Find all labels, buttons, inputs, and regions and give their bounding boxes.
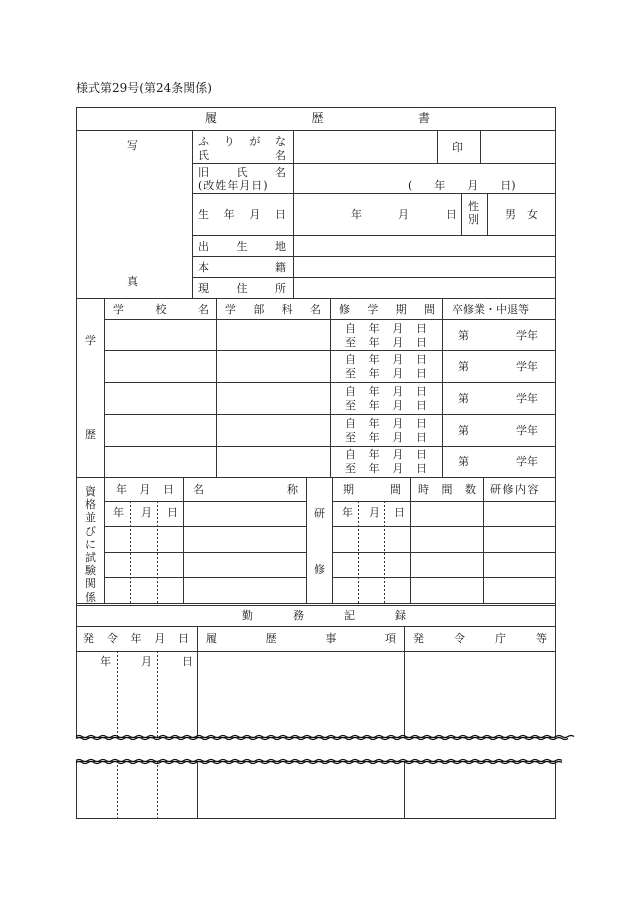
work-month-unit: 月 xyxy=(141,655,152,668)
qualification-name-header xyxy=(193,483,298,496)
birthplace-label xyxy=(198,240,286,253)
date-char: 至 xyxy=(345,399,356,412)
title-char: 履 xyxy=(205,111,218,125)
training-day-sub: 日 xyxy=(394,506,405,519)
date-char: 月 xyxy=(392,322,404,335)
header-char: 学 xyxy=(113,303,124,316)
label-char: 所 xyxy=(275,282,286,295)
header-char: 期 xyxy=(343,483,354,496)
date-char: 自 xyxy=(345,385,356,398)
date-char: 月 xyxy=(392,399,404,412)
seal-label: 印 xyxy=(452,141,463,154)
date-char: 月 xyxy=(392,462,404,475)
birth-date-label xyxy=(198,208,286,221)
header-char: 期 xyxy=(395,303,407,316)
date-char: 月 xyxy=(392,431,404,444)
qualification-date-header xyxy=(116,483,174,496)
birth-day-unit: 日 xyxy=(446,208,457,221)
furigana-label xyxy=(198,135,286,148)
photo-label-bottom: 真 xyxy=(127,275,138,288)
date-char: 年 xyxy=(368,385,380,398)
header-char: 歴 xyxy=(265,632,277,645)
date-char: 日 xyxy=(415,448,427,461)
header-char: 年 xyxy=(116,483,127,496)
header-char: 校 xyxy=(155,303,167,316)
form-number: 様式第29号(第24条関係) xyxy=(76,81,212,95)
header-char: 間 xyxy=(441,483,453,496)
header-char: 名 xyxy=(198,303,209,316)
date-char: 月 xyxy=(392,448,404,461)
label-char: 地 xyxy=(275,240,286,253)
faculty-header xyxy=(225,303,321,316)
date-char: 月 xyxy=(392,336,404,349)
label-char: 月 xyxy=(249,208,261,221)
header-char: 学 xyxy=(225,303,236,316)
header-char: 事 xyxy=(325,632,337,645)
date-char: 年 xyxy=(368,399,380,412)
gender-label: 性別 xyxy=(468,200,479,226)
date-char: 年 xyxy=(368,353,380,366)
date-char: 年 xyxy=(368,322,380,335)
header-char: 年 xyxy=(130,632,142,645)
period-to xyxy=(345,336,427,349)
date-char: 日 xyxy=(415,399,427,412)
header-char: 部 xyxy=(253,303,265,316)
name-label xyxy=(198,149,286,162)
label-char: 本 xyxy=(198,261,209,274)
date-char: 月 xyxy=(392,417,404,430)
qualification-year-sub: 年 xyxy=(113,506,124,519)
label-char: 名 xyxy=(275,166,286,179)
period-to xyxy=(345,462,427,475)
title-char: 務 xyxy=(293,609,304,622)
header-char: 月 xyxy=(139,483,151,496)
header-char: 令 xyxy=(106,632,118,645)
header-char: 日 xyxy=(163,483,174,496)
date-char: 日 xyxy=(415,336,427,349)
date-char: 年 xyxy=(368,448,380,461)
grade-prefix: 第 xyxy=(458,329,469,342)
header-char: 発 xyxy=(83,632,94,645)
domicile-label xyxy=(198,261,286,274)
period-to xyxy=(345,399,427,412)
period-from xyxy=(345,385,427,398)
birth-month-unit: 月 xyxy=(398,208,409,221)
label-char: 名 xyxy=(275,149,286,162)
issuing-authority-header xyxy=(413,632,547,645)
period-to xyxy=(345,431,427,444)
label-char: 出 xyxy=(198,240,209,253)
date-char: 至 xyxy=(345,367,356,380)
date-char: 日 xyxy=(415,353,427,366)
date-char: 年 xyxy=(368,336,380,349)
birth-year-unit: 年 xyxy=(351,208,362,221)
study-period-header xyxy=(339,303,435,316)
training-side-label-1: 研 xyxy=(314,507,325,520)
date-char: 年 xyxy=(368,367,380,380)
label-char: 籍 xyxy=(275,261,286,274)
header-char: 数 xyxy=(465,483,476,496)
header-char: 間 xyxy=(390,483,401,496)
label-char: 現 xyxy=(198,282,209,295)
label-char: り xyxy=(223,135,235,148)
date-char: 月 xyxy=(392,367,404,380)
date-char: 年 xyxy=(368,462,380,475)
title-char: 記 xyxy=(344,609,355,622)
date-char: 年 xyxy=(368,417,380,430)
date-char: 年 xyxy=(368,431,380,444)
label-char: 生 xyxy=(198,208,209,221)
grade-prefix: 第 xyxy=(458,424,469,437)
header-char: 令 xyxy=(454,632,465,645)
work-record-title xyxy=(242,609,406,622)
header-char: 月 xyxy=(154,632,166,645)
grade-prefix: 第 xyxy=(458,455,469,468)
training-month-sub: 月 xyxy=(369,506,380,519)
period-from xyxy=(345,322,427,335)
header-char: 時 xyxy=(418,483,429,496)
form-title xyxy=(205,112,430,125)
header-char: 間 xyxy=(423,303,435,316)
qualification-day-sub: 日 xyxy=(167,506,178,519)
period-from xyxy=(345,448,427,461)
date-char: 日 xyxy=(415,322,427,335)
training-period-header xyxy=(343,483,401,496)
training-content-header: 研修内容 xyxy=(490,483,540,496)
grade-suffix: 学年 xyxy=(516,360,538,373)
qualification-month-sub: 月 xyxy=(141,506,152,519)
label-char: 生 xyxy=(236,240,248,253)
gender-female: 女 xyxy=(527,208,538,221)
date-char: 月 xyxy=(392,385,404,398)
history-header xyxy=(206,632,396,645)
date-char: 自 xyxy=(345,353,356,366)
header-char: 称 xyxy=(287,483,298,496)
label-char: 氏 xyxy=(236,166,248,179)
header-char: 学 xyxy=(367,303,379,316)
header-char: 項 xyxy=(384,632,396,645)
grade-suffix: 学年 xyxy=(516,392,538,405)
date-char: 日 xyxy=(415,462,427,475)
header-char: 修 xyxy=(339,303,350,316)
date-char: 日 xyxy=(415,417,427,430)
date-char: 自 xyxy=(345,448,356,461)
date-char: 日 xyxy=(415,385,427,398)
date-char: 月 xyxy=(392,353,404,366)
date-char: 自 xyxy=(345,322,356,335)
label-char: 住 xyxy=(236,282,248,295)
grade-prefix: 第 xyxy=(458,392,469,405)
name-change-date-value: ( 年 月 日) xyxy=(408,179,516,192)
work-day-unit: 日 xyxy=(182,655,193,668)
header-char: 発 xyxy=(413,632,424,645)
gender-male: 男 xyxy=(505,208,516,221)
title-char: 勤 xyxy=(242,609,253,622)
old-name-label xyxy=(198,166,286,179)
date-char: 至 xyxy=(345,431,356,444)
grade-suffix: 学年 xyxy=(516,329,538,342)
header-char: 名 xyxy=(309,303,321,316)
grade-suffix: 学年 xyxy=(516,424,538,437)
grade-suffix: 学年 xyxy=(516,455,538,468)
label-char: 年 xyxy=(223,208,235,221)
date-char: 日 xyxy=(415,431,427,444)
label-char: が xyxy=(249,135,261,148)
date-char: 至 xyxy=(345,462,356,475)
header-char: 履 xyxy=(206,632,217,645)
qualifications-side-label: 資格並びに試験関係 xyxy=(85,485,96,604)
title-char: 歴 xyxy=(311,111,324,125)
header-char: 名 xyxy=(193,483,204,496)
completion-status-header: 卒修業・中退等 xyxy=(452,303,529,316)
label-char: な xyxy=(274,135,286,148)
appointment-date-header xyxy=(83,632,189,645)
grade-prefix: 第 xyxy=(458,360,469,373)
education-side-label-1: 学 xyxy=(85,334,96,347)
label-char: 旧 xyxy=(198,166,209,179)
label-char: ふ xyxy=(198,135,209,148)
title-char: 書 xyxy=(417,111,430,125)
period-to xyxy=(345,367,427,380)
title-char: 録 xyxy=(395,609,406,622)
training-hours-header xyxy=(418,483,476,496)
school-name-header xyxy=(113,303,209,316)
label-char: 氏 xyxy=(198,149,209,162)
period-from xyxy=(345,353,427,366)
training-year-sub: 年 xyxy=(342,506,353,519)
header-char: 等 xyxy=(536,632,547,645)
period-from xyxy=(345,417,427,430)
address-label xyxy=(198,282,286,295)
work-year-unit: 年 xyxy=(100,655,111,668)
training-side-label-2: 修 xyxy=(314,563,325,576)
header-char: 科 xyxy=(281,303,293,316)
education-side-label-2: 歴 xyxy=(85,428,96,441)
date-char: 日 xyxy=(415,367,427,380)
name-change-date-label: (改姓年月日) xyxy=(198,179,269,192)
label-char: 日 xyxy=(274,208,286,221)
photo-label-top: 写 xyxy=(127,139,138,152)
header-char: 日 xyxy=(178,632,189,645)
date-char: 自 xyxy=(345,417,356,430)
header-char: 庁 xyxy=(495,632,506,645)
date-char: 至 xyxy=(345,336,356,349)
